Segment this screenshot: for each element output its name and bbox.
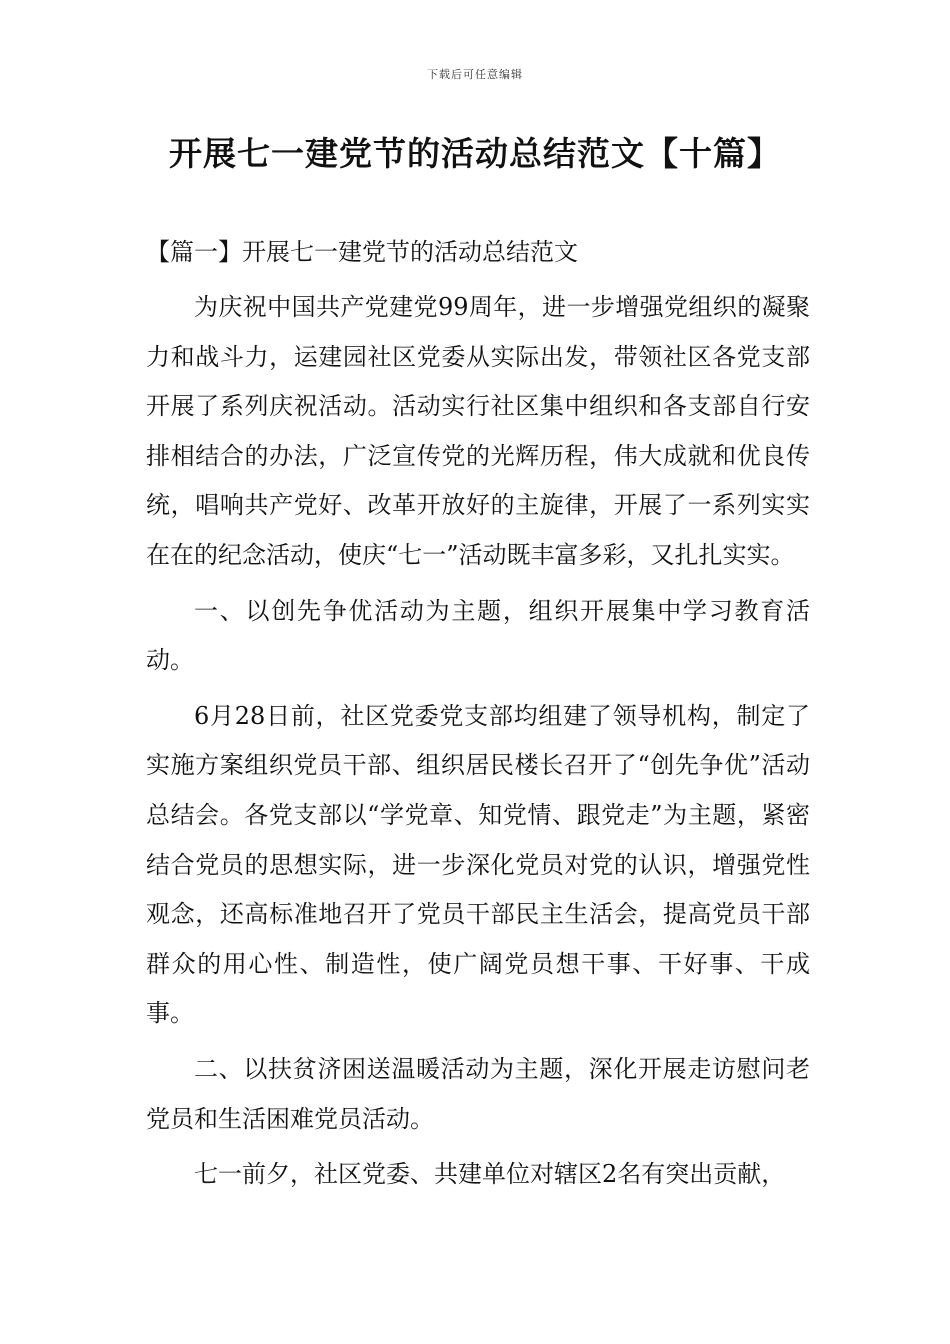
paragraph-point-two-detail: 七一前夕，社区党委、共建单位对辖区2名有突出贡献， — [194, 1160, 786, 1189]
header-note: 下载后可任意编辑 — [427, 68, 523, 81]
paragraph-point-one: 一、以创先争优活动为主题，组织开展集中学习教育活动。 — [146, 596, 810, 675]
paragraph-point-two: 二、以扶贫济困送温暖活动为主题，深化开展走访慰问老党员和生活困难党员活动。 — [146, 1054, 810, 1133]
document-title: 开展七一建党节的活动总结范文【十篇】 — [169, 134, 781, 173]
section-heading: 【篇一】开展七一建党节的活动总结范文 — [146, 238, 578, 266]
paragraph-point-one-detail: 6月28日前，社区党委党支部均组建了领导机构，制定了实施方案组织党员干部、组织居民楼长召开了“创先争优”活动总结会。各党支部以“学党章、知党情、跟党走”为主题，紧密结合党员的思想实际，进一步深化党员对党的认识，增强党性观念，还高标准地召开了党员干部民主生活会，提高党员干部群众的用心性、制造性，使广阔党员想干事、干好事、干成事。 — [146, 701, 810, 1028]
paragraph-intro: 为庆祝中国共产党建党99周年，进一步增强党组织的凝聚力和战斗力，运建园社区党委从实际出发，带领社区各党支部开展了系列庆祝活动。活动实行社区集中组织和各支部自行安排相结合的办法，广泛宣传党的光辉历程，伟大成就和优良传统，唱响共产党好、改革开放好的主旋律，开展了一系列实实在在的纪念活动，使庆“七一”活动既丰富多彩，又扎扎实实。 — [146, 293, 810, 569]
document-body — [146, 228, 810, 1200]
